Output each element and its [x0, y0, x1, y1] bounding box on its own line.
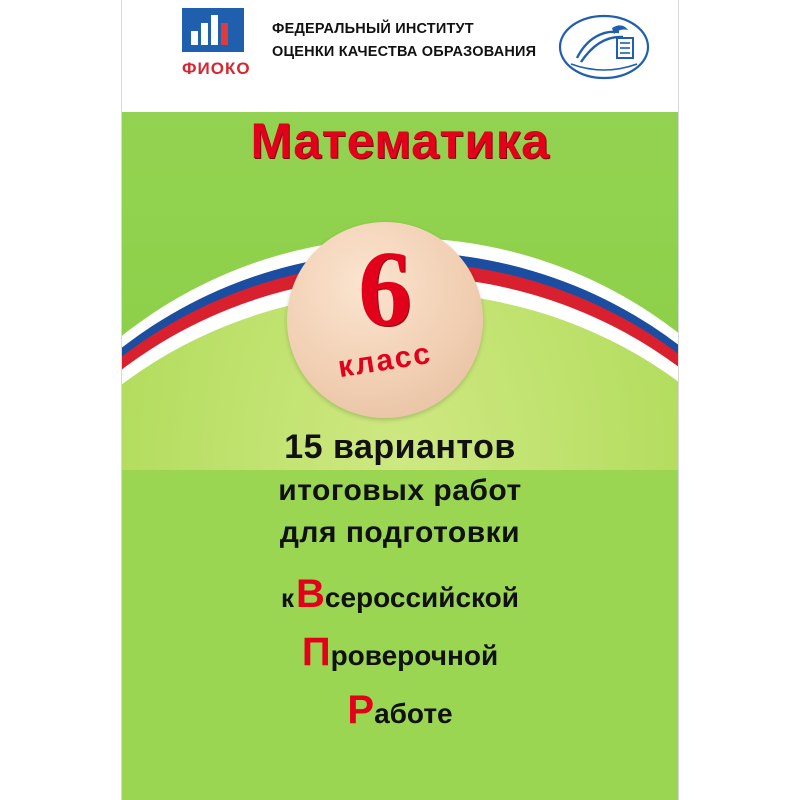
vpr-line-3-capital: Р	[347, 688, 375, 732]
publisher-emblem-icon	[557, 12, 652, 82]
fioko-logo-text: ФИОКО	[182, 59, 251, 78]
institute-name-line1: ФЕДЕРАЛЬНЫЙ ИНСТИТУТ	[272, 21, 474, 37]
vpr-line-3-rest: аботе	[374, 698, 453, 729]
vpr-line-1-lead: к	[281, 583, 295, 613]
institute-name	[272, 18, 572, 64]
description-line-1: 15 вариантов	[284, 428, 516, 466]
vpr-line-1-rest: сероссийской	[324, 582, 519, 613]
bar-chart-logo-icon	[182, 8, 244, 52]
grade-badge	[287, 222, 483, 418]
vpr-line-1	[122, 572, 678, 617]
institute-name-line2: ОЦЕНКИ КАЧЕСТВА ОБРАЗОВАНИЯ	[272, 44, 537, 60]
subject-title: Математика	[250, 113, 550, 169]
vpr-line-2-rest: роверочной	[330, 640, 499, 671]
vpr-line-3	[122, 688, 678, 733]
cover-header	[122, 0, 678, 112]
description-line-2: итоговых работ	[278, 474, 522, 507]
fioko-logo	[182, 8, 251, 92]
vpr-line-2	[122, 630, 678, 675]
description-line-3: для подготовки	[279, 516, 521, 549]
vpr-line-2-capital: П	[301, 630, 331, 674]
grade-word: класс	[335, 336, 435, 385]
vpr-line-1-capital: В	[296, 572, 325, 616]
book-cover	[122, 0, 678, 800]
grade-number: 6	[358, 230, 412, 349]
